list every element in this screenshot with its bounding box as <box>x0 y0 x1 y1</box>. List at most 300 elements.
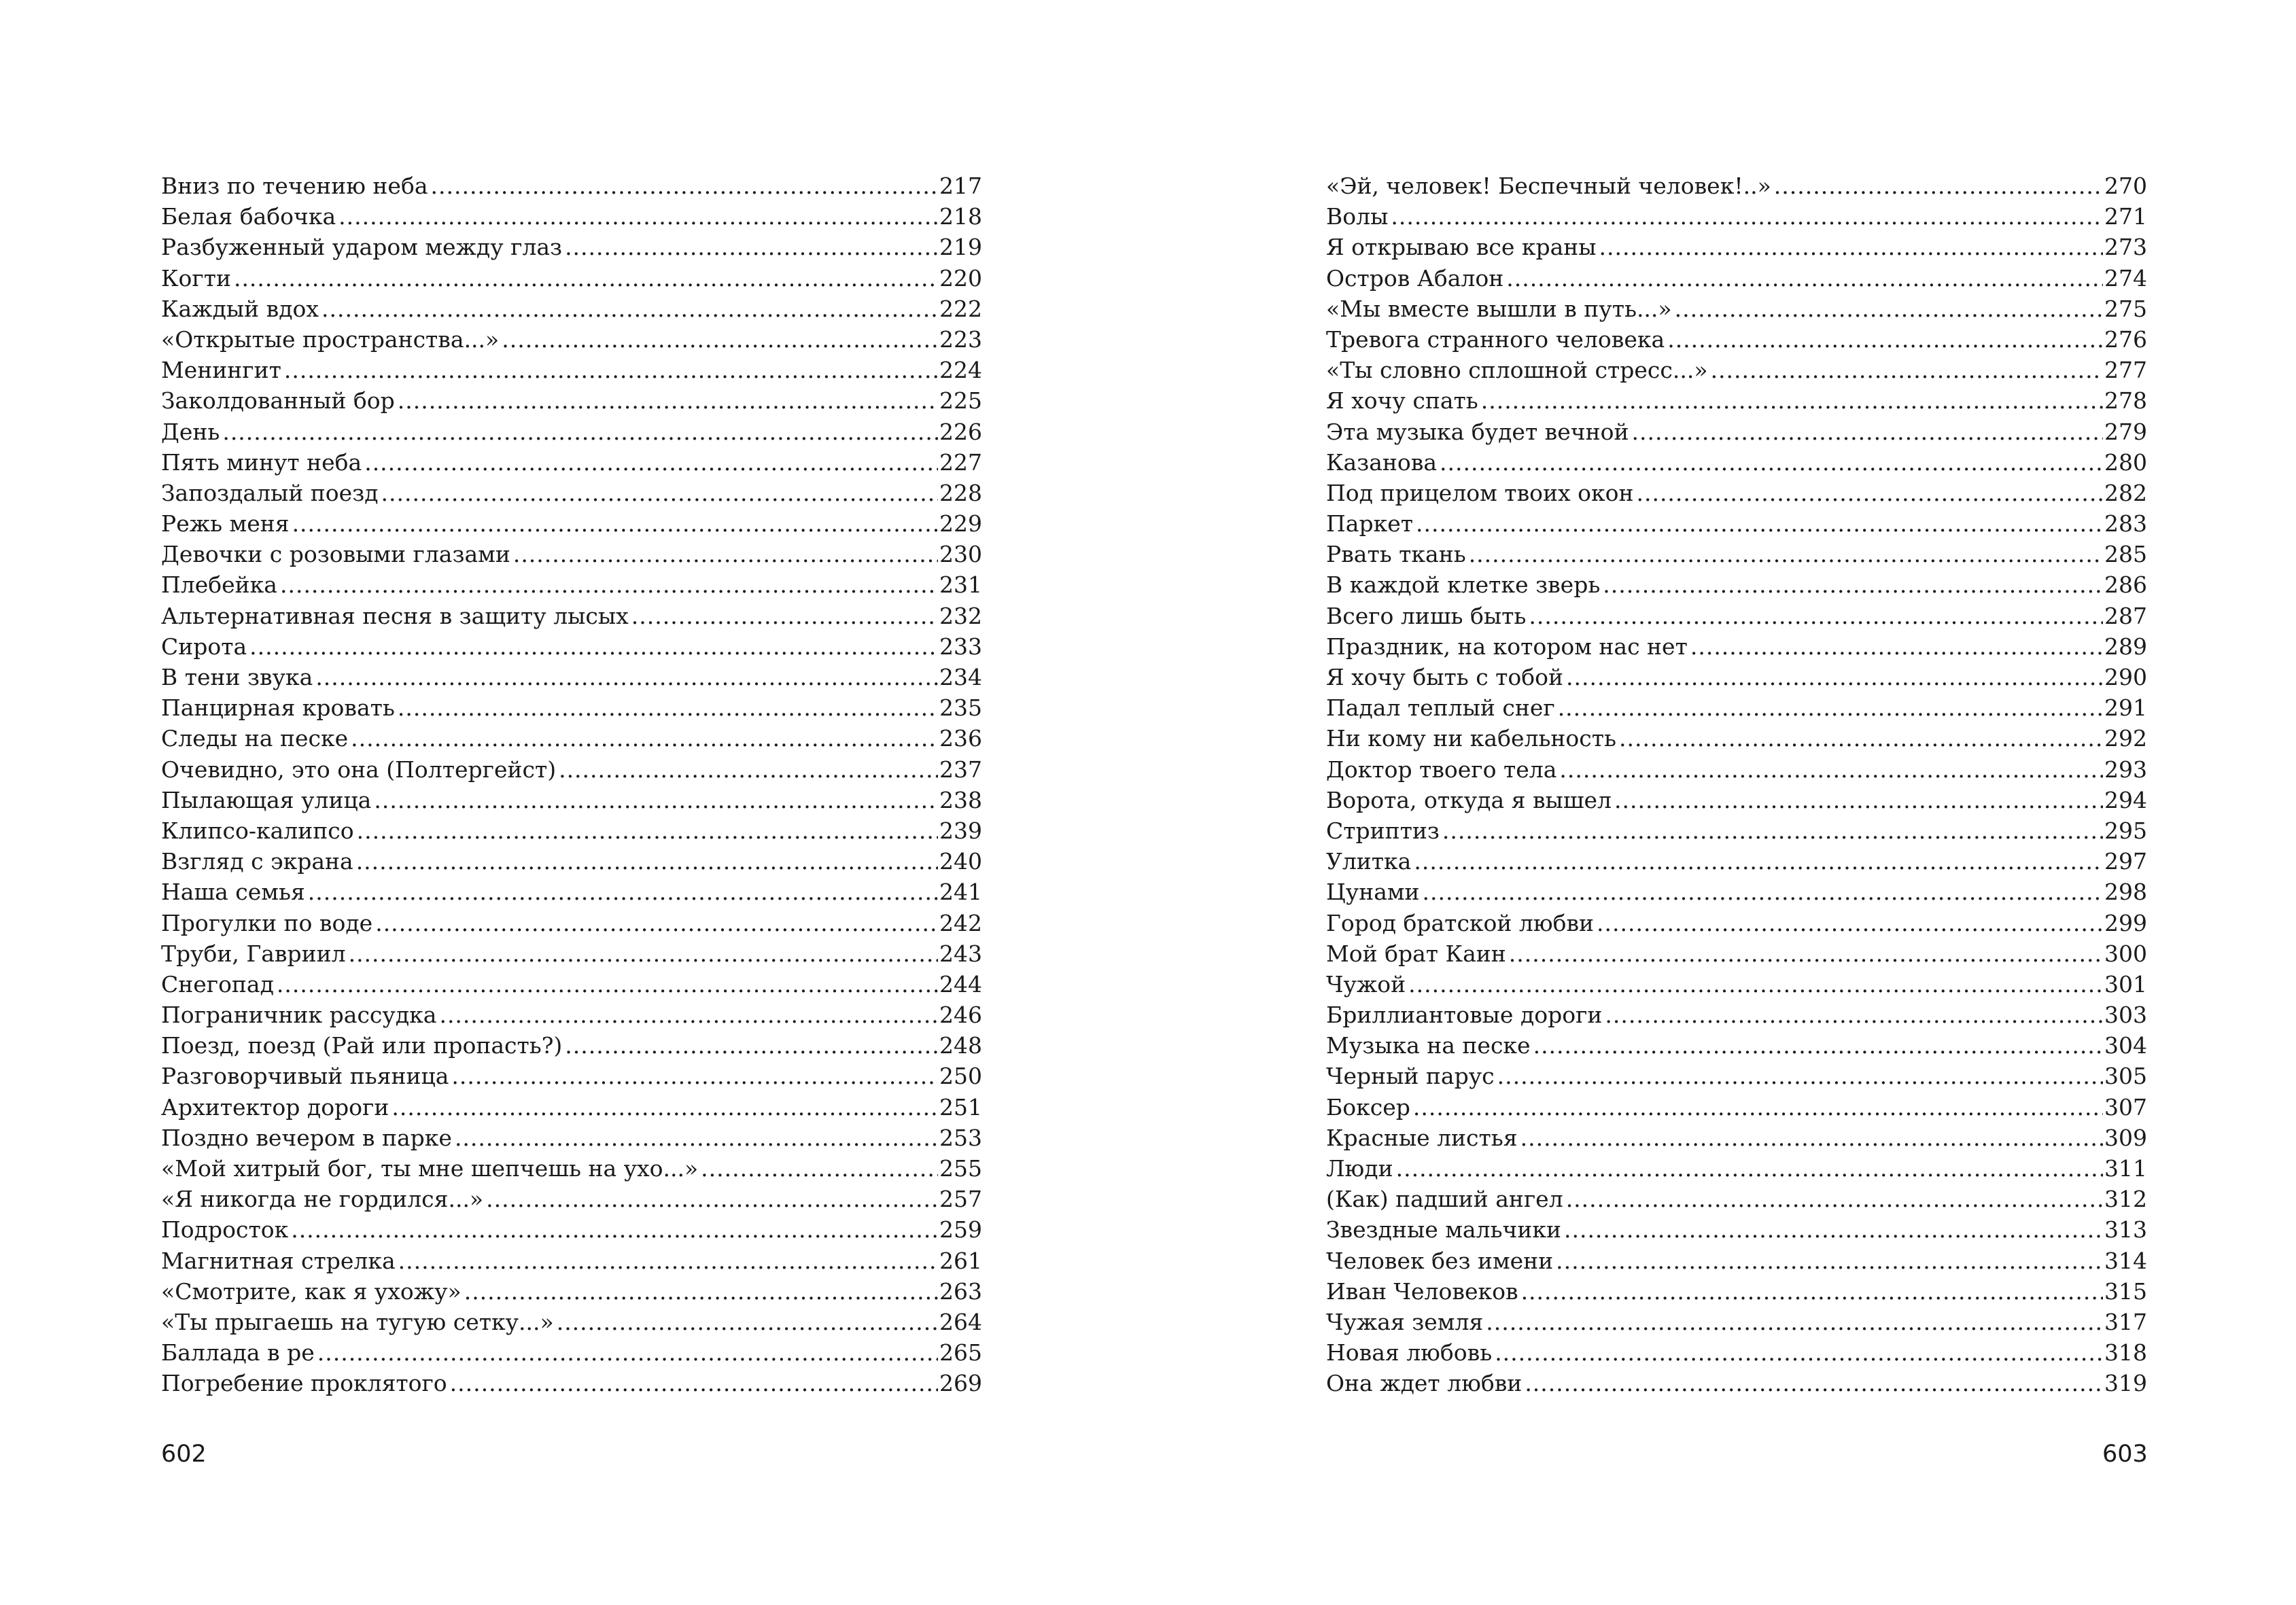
dot-leader <box>356 846 938 877</box>
toc-entry-page: 239 <box>939 817 982 844</box>
toc-entry <box>161 1153 982 1184</box>
dot-leader <box>1469 539 2103 569</box>
toc-entry-page: 233 <box>939 633 982 660</box>
dot-leader <box>1614 785 2103 815</box>
toc-entry-page: 269 <box>939 1370 982 1397</box>
toc-entry-page: 280 <box>2104 448 2147 476</box>
toc-entry-page: 303 <box>2104 1002 2147 1029</box>
toc-entry-page: 305 <box>2104 1063 2147 1090</box>
toc-entry-title: В тени звука <box>161 664 313 690</box>
toc-entry <box>1326 601 2147 631</box>
toc-entry-title: Снегопад <box>161 970 274 998</box>
toc-entry-page: 293 <box>2104 756 2147 783</box>
toc-entry-page: 285 <box>2104 541 2147 568</box>
toc-entry-title: Я открываю все краны <box>1326 234 1597 261</box>
dot-leader <box>1597 908 2103 938</box>
dot-leader <box>631 601 938 631</box>
toc-entry <box>161 601 982 631</box>
dot-leader <box>1440 447 2103 478</box>
dot-leader <box>1605 1000 2103 1030</box>
toc-entry <box>161 1214 982 1245</box>
dot-leader <box>464 1276 938 1307</box>
toc-entry-title: «Мой хитрый бог, ты мне шепчешь на ухо...» <box>161 1155 699 1182</box>
toc-entry <box>1326 1214 2147 1245</box>
toc-entry <box>161 938 982 969</box>
toc-entry-title: Когти <box>161 264 231 292</box>
dot-leader <box>398 692 938 723</box>
toc-entry-title: Тревога странного человека <box>1326 325 1665 353</box>
toc-entry-page: 307 <box>2104 1093 2147 1121</box>
toc-entry-title: Доктор твоего тела <box>1326 756 1557 783</box>
toc-entry-title: Архитектор дороги <box>161 1093 389 1121</box>
toc-entry <box>161 877 982 907</box>
toc-entry-page: 291 <box>2104 694 2147 722</box>
toc-entry-page: 312 <box>2104 1186 2147 1213</box>
toc-entry <box>1326 1368 2147 1398</box>
toc-entry-page: 301 <box>2104 970 2147 998</box>
toc-entry-page: 224 <box>939 357 982 384</box>
toc-entry <box>1326 1276 2147 1307</box>
dot-leader <box>565 232 938 262</box>
toc-entry-page: 242 <box>939 909 982 936</box>
toc-entry-title: Я хочу быть с тобой <box>1326 664 1564 690</box>
toc-entry-title: Черный парус <box>1326 1063 1495 1090</box>
dot-leader <box>1564 1214 2103 1245</box>
dot-leader <box>486 1184 938 1214</box>
dot-leader <box>222 417 938 447</box>
toc-entry <box>161 1276 982 1307</box>
toc-entry-page: 235 <box>939 694 982 722</box>
toc-entry-title: Погребение проклятого <box>161 1370 447 1397</box>
dot-leader <box>1711 355 2103 385</box>
toc-entry <box>1326 1000 2147 1030</box>
toc-entry <box>1326 1337 2147 1368</box>
toc-entry <box>1326 1246 2147 1276</box>
toc-entry-title: Боксер <box>1326 1093 1410 1121</box>
dot-leader <box>1603 569 2103 600</box>
dot-leader <box>1495 1337 2103 1368</box>
toc-entry-title: Сирота <box>161 633 247 660</box>
toc-entry-title: Пылающая улица <box>161 786 372 813</box>
toc-entry-page: 246 <box>939 1002 982 1029</box>
toc-entry-page: 240 <box>939 848 982 875</box>
toc-entry-title: Падал теплый снег <box>1326 694 1555 722</box>
toc-entry <box>161 662 982 692</box>
toc-entry-title: Баллада в ре <box>161 1339 315 1366</box>
toc-entry-title: Разбуженный ударом между глаз <box>161 234 563 261</box>
toc-entry-page: 273 <box>2104 234 2147 261</box>
toc-entry <box>161 478 982 508</box>
toc-entry <box>161 539 982 569</box>
toc-entry <box>1326 662 2147 692</box>
toc-entry-page: 277 <box>2104 357 2147 384</box>
toc-entry <box>161 171 982 201</box>
toc-entry-title: «Ты словно сплошной стресс...» <box>1326 357 1708 384</box>
toc-entry-page: 218 <box>939 203 982 230</box>
toc-entry-title: Люди <box>1326 1155 1393 1182</box>
toc-entry-page: 261 <box>939 1247 982 1274</box>
toc-entry-page: 292 <box>2104 725 2147 752</box>
dot-leader <box>1486 1307 2103 1337</box>
toc-entry <box>1326 355 2147 385</box>
toc-entry-title: Клипсо-калипсо <box>161 817 354 844</box>
toc-entry <box>1326 417 2147 447</box>
dot-leader <box>1520 1123 2103 1153</box>
toc-entry-title: Красные листья <box>1326 1124 1518 1151</box>
dot-leader <box>1408 969 2103 1000</box>
toc-entry <box>1326 263 2147 294</box>
toc-entry-title: Белая бабочка <box>161 203 336 230</box>
toc-entry-title: Магнитная стрелка <box>161 1247 396 1274</box>
dot-leader <box>292 508 938 539</box>
toc-entry <box>161 1184 982 1214</box>
toc-entry-title: В каждой клетке зверь <box>1326 571 1601 599</box>
toc-entry <box>161 355 982 385</box>
toc-entry-title: Рвать ткань <box>1326 541 1466 568</box>
toc-entry-title: Менингит <box>161 357 281 384</box>
toc-entry-page: 314 <box>2104 1247 2147 1274</box>
toc-entry <box>1326 785 2147 815</box>
dot-leader <box>439 1000 938 1030</box>
toc-entry-title: Паркет <box>1326 510 1413 537</box>
toc-entry-page: 290 <box>2104 664 2147 690</box>
toc-entry <box>161 417 982 447</box>
toc-entry-page: 319 <box>2104 1370 2147 1397</box>
toc-entry-page: 231 <box>939 571 982 599</box>
toc-entry <box>161 1000 982 1030</box>
toc-entry <box>161 1123 982 1153</box>
dot-leader <box>502 324 938 355</box>
toc-entry-title: Остров Абалон <box>1326 264 1504 292</box>
toc-entry <box>1326 232 2147 262</box>
dot-leader <box>1599 232 2103 262</box>
toc-entry-title: Разговорчивый пьяница <box>161 1063 449 1090</box>
toc-entry-title: Ни кому ни кабельность <box>1326 725 1617 752</box>
toc-entry-page: 270 <box>2104 173 2147 199</box>
toc-entry-page: 315 <box>2104 1277 2147 1305</box>
toc-entry-page: 295 <box>2104 817 2147 844</box>
toc-entry-title: «Я никогда не гордился...» <box>161 1186 484 1213</box>
dot-leader <box>1442 815 2103 846</box>
toc-entry <box>1326 201 2147 232</box>
toc-entry-page: 311 <box>2104 1155 2147 1182</box>
dot-leader <box>1675 294 2103 324</box>
toc-entry <box>1326 723 2147 754</box>
toc-entry-page: 279 <box>2104 418 2147 445</box>
dot-leader <box>450 1368 938 1398</box>
toc-entry <box>1326 294 2147 324</box>
toc-entry-page: 223 <box>939 325 982 353</box>
toc-entry <box>161 692 982 723</box>
toc-entry-page: 253 <box>939 1124 982 1151</box>
dot-leader <box>375 908 938 938</box>
toc-entry-page: 238 <box>939 786 982 813</box>
dot-leader <box>513 539 938 569</box>
dot-leader <box>1391 201 2103 232</box>
toc-entry-title: Девочки с розовыми глазами <box>161 541 510 568</box>
toc-entry-title: Цунами <box>1326 879 1420 906</box>
dot-leader <box>284 355 938 385</box>
toc-entry <box>1326 692 2147 723</box>
dot-leader <box>1423 877 2103 907</box>
toc-entry-page: 271 <box>2104 203 2147 230</box>
toc-entry-page: 300 <box>2104 940 2147 967</box>
toc-entry-page: 298 <box>2104 879 2147 906</box>
dot-leader <box>1559 754 2103 785</box>
toc-entry <box>1326 1061 2147 1091</box>
dot-leader <box>308 877 938 907</box>
toc-entry-page: 274 <box>2104 264 2147 292</box>
dot-leader <box>1416 508 2103 539</box>
toc-entry-page: 244 <box>939 970 982 998</box>
toc-entry-title: Всего лишь быть <box>1326 602 1527 629</box>
dot-leader <box>559 754 938 785</box>
toc-entry <box>1326 1307 2147 1337</box>
toc-entry <box>1326 846 2147 877</box>
toc-entry <box>161 1092 982 1123</box>
dot-leader <box>1525 1368 2103 1398</box>
toc-entry-page: 234 <box>939 664 982 690</box>
toc-entry-title: Праздник, на котором нас нет <box>1326 633 1688 660</box>
toc-entry-page: 309 <box>2104 1124 2147 1151</box>
toc-entry-title: «Мы вместе вышли в путь...» <box>1326 295 1672 322</box>
toc-entry-page: 225 <box>939 387 982 415</box>
dot-leader <box>381 478 938 508</box>
dot-leader <box>374 785 938 815</box>
toc-entry-page: 251 <box>939 1093 982 1121</box>
toc-entry-title: Каждый вдох <box>161 295 319 322</box>
dot-leader <box>349 938 938 969</box>
toc-entry <box>161 1337 982 1368</box>
toc-entry-page: 286 <box>2104 571 2147 599</box>
toc-entry-page: 294 <box>2104 786 2147 813</box>
toc-entry-title: Волы <box>1326 203 1389 230</box>
toc-entry <box>161 569 982 600</box>
dot-leader <box>565 1030 938 1061</box>
dot-leader <box>1414 846 2103 877</box>
dot-leader <box>1529 601 2103 631</box>
toc-entry <box>161 846 982 877</box>
toc-entry <box>1326 385 2147 416</box>
toc-entry-title: Под прицелом твоих окон <box>1326 479 1634 506</box>
toc-entry-title: Музыка на песке <box>1326 1032 1531 1059</box>
toc-entry <box>1326 508 2147 539</box>
toc-entry <box>161 294 982 324</box>
toc-entry <box>1326 569 2147 600</box>
toc-entry-page: 226 <box>939 418 982 445</box>
toc-entry-title: Она ждет любви <box>1326 1370 1523 1397</box>
dot-leader <box>321 294 938 324</box>
page-number-right: 603 <box>2102 1441 2148 1468</box>
toc-entry-title: (Как) падший ангел <box>1326 1186 1563 1213</box>
dot-leader <box>315 662 938 692</box>
toc-entry-page: 278 <box>2104 387 2147 415</box>
dot-leader <box>1509 938 2103 969</box>
table-of-contents-left <box>161 171 982 1399</box>
toc-entry <box>1326 171 2147 201</box>
toc-entry-page: 241 <box>939 879 982 906</box>
toc-entry <box>161 1307 982 1337</box>
toc-entry-page: 259 <box>939 1216 982 1244</box>
toc-entry-title: Поздно вечером в парке <box>161 1124 452 1151</box>
toc-entry-page: 297 <box>2104 848 2147 875</box>
toc-entry-title: Город братской любви <box>1326 909 1595 936</box>
dot-leader <box>1636 478 2103 508</box>
dot-leader <box>1566 662 2103 692</box>
dot-leader <box>1481 385 2103 416</box>
toc-entry-title: «Ты прыгаешь на тугую сетку...» <box>161 1308 554 1335</box>
toc-entry-title: Альтернативная песня в защиту лысых <box>161 602 629 629</box>
toc-entry-title: Казанова <box>1326 448 1438 476</box>
toc-entry-title: Панцирная кровать <box>161 694 395 722</box>
right-page <box>1148 0 2296 1605</box>
toc-entry-page: 250 <box>939 1063 982 1090</box>
toc-entry-page: 265 <box>939 1339 982 1366</box>
dot-leader <box>431 171 939 201</box>
toc-entry-title: Вниз по течению неба <box>161 173 428 199</box>
toc-entry <box>161 324 982 355</box>
toc-entry <box>1326 324 2147 355</box>
toc-entry <box>161 447 982 478</box>
toc-entry-title: Бриллиантовые дороги <box>1326 1002 1603 1029</box>
dot-leader <box>351 723 938 754</box>
toc-entry-title: Наша семья <box>161 879 305 906</box>
toc-entry <box>1326 1184 2147 1214</box>
toc-entry <box>161 1368 982 1398</box>
toc-entry-page: 318 <box>2104 1339 2147 1366</box>
toc-entry <box>1326 754 2147 785</box>
table-of-contents-right <box>1326 171 2147 1399</box>
toc-entry-page: 289 <box>2104 633 2147 660</box>
toc-entry-page: 299 <box>2104 909 2147 936</box>
toc-entry-page: 313 <box>2104 1216 2147 1244</box>
dot-leader <box>1497 1061 2103 1091</box>
toc-entry <box>1326 969 2147 1000</box>
dot-leader <box>1506 263 2103 294</box>
toc-entry-title: Взгляд с экрана <box>161 848 353 875</box>
toc-entry-title: Плебейка <box>161 571 277 599</box>
dot-leader <box>291 1214 938 1245</box>
toc-entry-title: Человек без имени <box>1326 1247 1554 1274</box>
toc-entry-title: Труби, Гавриил <box>161 940 346 967</box>
toc-entry <box>161 908 982 938</box>
toc-entry <box>1326 938 2147 969</box>
toc-entry <box>1326 1153 2147 1184</box>
dot-leader <box>280 569 938 600</box>
toc-entry-title: Пограничник рассудка <box>161 1002 437 1029</box>
dot-leader <box>1619 723 2103 754</box>
toc-entry <box>161 385 982 416</box>
toc-entry <box>161 1246 982 1276</box>
toc-entry-page: 248 <box>939 1032 982 1059</box>
dot-leader <box>234 263 938 294</box>
toc-entry <box>1326 447 2147 478</box>
toc-entry-title: Подросток <box>161 1216 289 1244</box>
page-number-left: 602 <box>161 1441 207 1468</box>
toc-entry <box>161 1061 982 1091</box>
toc-entry <box>1326 1030 2147 1061</box>
toc-entry <box>161 754 982 785</box>
toc-entry <box>1326 631 2147 662</box>
toc-entry-title: Очевидно, это она (Полтергейст) <box>161 756 557 783</box>
dot-leader <box>451 1061 938 1091</box>
toc-entry-title: Чужой <box>1326 970 1406 998</box>
dot-leader <box>1396 1153 2103 1184</box>
toc-entry-page: 282 <box>2104 479 2147 506</box>
toc-entry-title: Следы на песке <box>161 725 349 752</box>
toc-entry <box>161 631 982 662</box>
toc-entry <box>161 232 982 262</box>
dot-leader <box>1413 1092 2103 1123</box>
dot-leader <box>557 1307 938 1337</box>
toc-entry-title: Иван Человеков <box>1326 1277 1518 1305</box>
toc-entry-title: Чужая земля <box>1326 1308 1484 1335</box>
dot-leader <box>1631 417 2103 447</box>
toc-entry-title: Заколдованный бор <box>161 387 395 415</box>
toc-entry-title: Пять минут неба <box>161 448 362 476</box>
toc-entry-title: Мой брат Каин <box>1326 940 1506 967</box>
toc-entry <box>1326 877 2147 907</box>
toc-entry-title: Стриптиз <box>1326 817 1440 844</box>
toc-entry-title: Прогулки по воде <box>161 909 373 936</box>
toc-entry-title: Я хочу спать <box>1326 387 1478 415</box>
toc-entry-page: 257 <box>939 1186 982 1213</box>
toc-entry-title: День <box>161 418 220 445</box>
dot-leader <box>398 1246 938 1276</box>
toc-entry-page: 232 <box>939 602 982 629</box>
dot-leader <box>1667 324 2103 355</box>
dot-leader <box>1690 631 2103 662</box>
dot-leader <box>277 969 938 1000</box>
toc-entry-page: 229 <box>939 510 982 537</box>
toc-entry-page: 219 <box>939 234 982 261</box>
toc-entry <box>1326 1123 2147 1153</box>
toc-entry-title: Звездные мальчики <box>1326 1216 1561 1244</box>
toc-entry-title: Запоздалый поезд <box>161 479 379 506</box>
toc-entry-title: Новая любовь <box>1326 1339 1493 1366</box>
toc-entry-title: Улитка <box>1326 848 1412 875</box>
toc-entry-title: «Эй, человек! Беспечный человек!..» <box>1326 173 1771 199</box>
toc-entry-page: 275 <box>2104 295 2147 322</box>
dot-leader <box>701 1153 938 1184</box>
toc-entry-page: 217 <box>939 173 982 199</box>
toc-entry-page: 236 <box>939 725 982 752</box>
toc-entry <box>161 815 982 846</box>
toc-entry <box>161 1030 982 1061</box>
toc-entry <box>1326 1092 2147 1123</box>
toc-entry <box>161 785 982 815</box>
toc-entry-page: 317 <box>2104 1308 2147 1335</box>
toc-entry <box>161 263 982 294</box>
toc-entry-page: 237 <box>939 756 982 783</box>
dot-leader <box>455 1123 938 1153</box>
dot-leader <box>1533 1030 2103 1061</box>
toc-entry <box>1326 478 2147 508</box>
dot-leader <box>398 385 938 416</box>
toc-entry-title: «Открытые пространства...» <box>161 325 500 353</box>
toc-entry-title: Эта музыка будет вечной <box>1326 418 1629 445</box>
dot-leader <box>392 1092 938 1123</box>
toc-entry-page: 220 <box>939 264 982 292</box>
toc-entry-page: 230 <box>939 541 982 568</box>
toc-entry-page: 243 <box>939 940 982 967</box>
toc-entry-page: 264 <box>939 1308 982 1335</box>
toc-entry <box>161 969 982 1000</box>
toc-entry-page: 276 <box>2104 325 2147 353</box>
dot-leader <box>364 447 938 478</box>
dot-leader <box>1566 1184 2103 1214</box>
dot-leader <box>338 201 938 232</box>
